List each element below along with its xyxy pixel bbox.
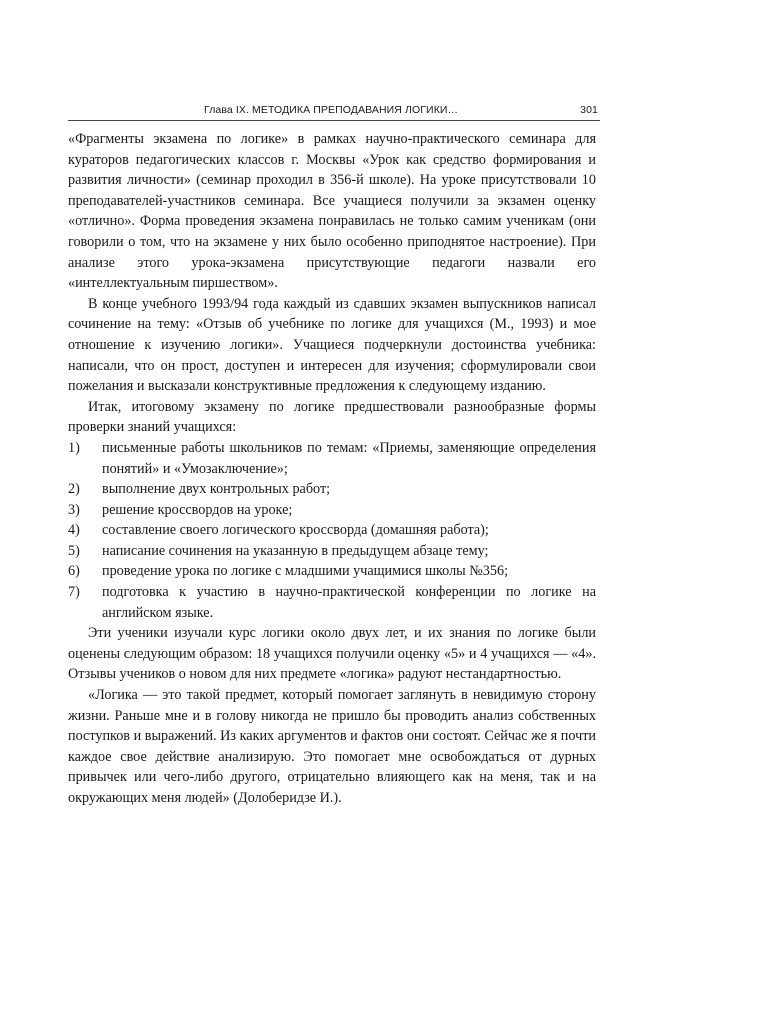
list-number: 1) — [68, 439, 80, 456]
list-text: проведение урока по логике с младшими учащимися школы №356; — [102, 563, 509, 580]
list-number: 5) — [68, 542, 80, 559]
paragraph-results: Эти ученики изучали курс логики около двух лет, и их знания по логике были оценены следующим образом: 18 учащихся получили оценку «5» и 4 учащихся — «4». Отзывы учеников о новом для них предмете «логика» радуют нестандартностью. — [68, 625, 596, 683]
list-text: письменные работы школьников по темам: «Приемы, заменяющие определения понятий» и «Умозаключение»; — [102, 439, 596, 477]
list-text: подготовка к участию в научно-практической конференции по логике на английском языке. — [102, 584, 596, 621]
list-number: 6) — [68, 563, 80, 580]
forms-list — [68, 438, 596, 623]
page-number: 301 — [580, 104, 598, 116]
list-item — [68, 561, 596, 582]
list-number: 7) — [68, 584, 80, 601]
list-number: 3) — [68, 501, 80, 518]
header-rule — [68, 120, 600, 121]
list-item — [68, 479, 596, 500]
list-text: решение кроссвордов на уроке; — [102, 501, 293, 518]
list-number: 4) — [68, 522, 80, 539]
page-body — [68, 129, 596, 809]
paragraph-essay: В конце учебного 1993/94 года каждый из сдавших экзамен выпускников написал сочинение на тему: «Отзыв об учебнике по логике для учащихся (М., 1993) и мое отношение к изучению логики». Учащиеся подчеркнули достоинства учебника: написали, что он прост, доступен и интересен для изучения; сформулировали свои пожелания и высказали конструктивные предложения к следующему изданию. — [68, 295, 596, 395]
list-item — [68, 500, 596, 521]
list-text: составление своего логического кроссворда (домашняя работа); — [102, 522, 489, 539]
list-text: выполнение двух контрольных работ; — [102, 481, 331, 498]
paragraph-student-quote: «Логика — это такой предмет, который помогает заглянуть в невидимую сторону жизни. Раньше мне и в голову никогда не пришло бы проводить анализ собственных поступков и выражений. Из каких аргументов и фактов они состоят. Сейчас же я почти каждое свое действие анализирую. Это помогает мне освобождаться от дурных привычек или чего-либо другого, отрицательно влияющего как на меня, так и на окружающих меня людей» (Долоберидзе И.). — [68, 687, 596, 806]
paragraph-forms-intro: Итак, итоговому экзамену по логике предшествовали разнообразные формы проверки знаний учащихся: — [68, 398, 596, 436]
list-item — [68, 541, 596, 562]
list-item — [68, 438, 596, 479]
list-item — [68, 520, 596, 541]
list-item — [68, 582, 596, 623]
paragraph-exam-seminar: «Фрагменты экзамена по логике» в рамках научно-практического семинара для кураторов педагогических классов г. Москвы «Урок как средство формирования и развития личности» (семинар проходил в 356-й школе). На уроке присутствовали 10 преподавателей-участников семинара. Все учащиеся получили за экзамен оценку «отлично». Форма проведения экзамена понравилась не только самим ученикам (они говорили о том, что на экзамене у них было особенно приподнятое настроение). При анализе этого урока-экзамена присутствующие педагоги назвали его «интеллектуальным пиршеством». — [68, 131, 596, 292]
list-text: написание сочинения на указанную в предыдущем абзаце тему; — [102, 542, 489, 559]
chapter-title: Глава IX. МЕТОДИКА ПРЕПОДАВАНИЯ ЛОГИКИ… — [204, 104, 459, 116]
list-number: 2) — [68, 481, 80, 498]
